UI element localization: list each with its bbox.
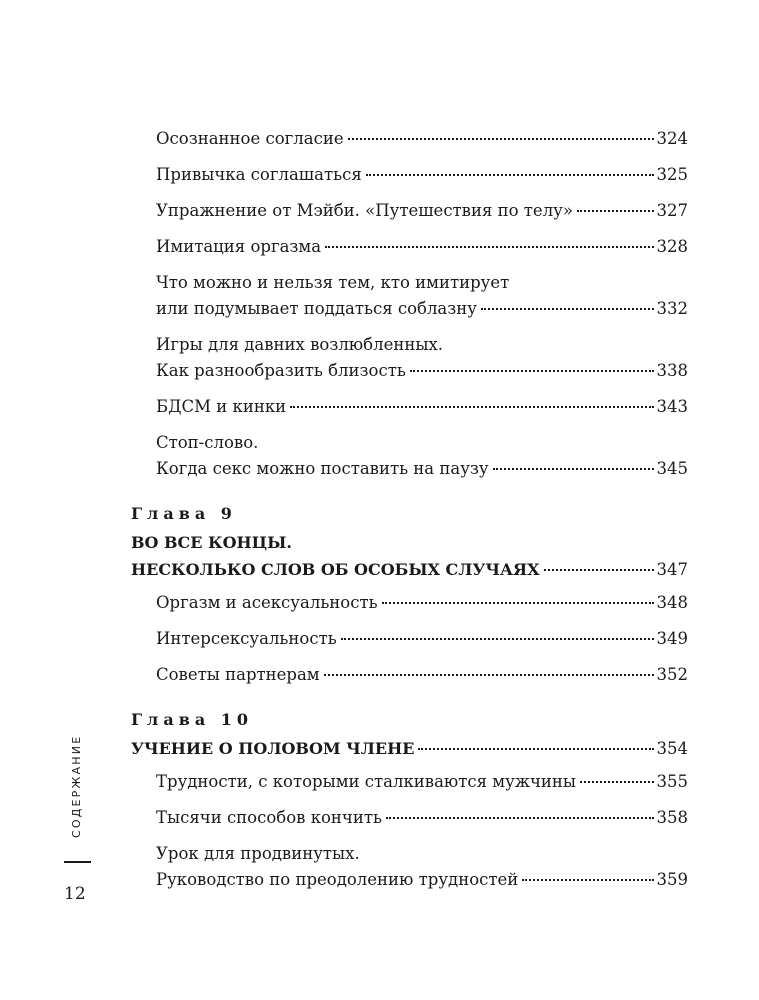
dot-leader: [418, 748, 653, 750]
dot-leader: [580, 781, 653, 783]
toc-entry[interactable]: [156, 162, 688, 188]
page-number: 12: [64, 884, 86, 904]
toc-entry-page: 345: [656, 459, 688, 478]
toc-entry-title: Упражнение от Мэйби. «Путешествия по телу»: [156, 201, 573, 220]
chapter-page: 347: [656, 560, 688, 579]
toc-entry-title: Руководство по преодолению трудностей: [156, 870, 519, 889]
chapter-title-entry[interactable]: [131, 735, 688, 762]
dot-leader: [341, 638, 654, 640]
toc-entry[interactable]: [156, 626, 688, 652]
toc-entry-title: Когда секс можно поставить на паузу: [156, 459, 489, 478]
toc-entry-title: Тысячи способов кончить: [156, 808, 382, 827]
dot-leader: [366, 174, 654, 176]
toc-entry-title-line: Стоп-слово.: [156, 433, 259, 452]
dot-leader: [325, 246, 653, 248]
dot-leader: [290, 406, 653, 408]
toc-entry-page: 355: [656, 772, 688, 791]
toc-entry[interactable]: [156, 126, 688, 152]
toc-entry-page: 343: [656, 397, 688, 416]
toc-entry[interactable]: [156, 394, 688, 420]
toc-entry-page: 352: [656, 665, 688, 684]
toc-entry-page: 325: [656, 165, 688, 184]
toc-entry-title: Как разнообразить близость: [156, 361, 406, 380]
toc-entry-title-line: Игры для давних возлюбленных.: [156, 335, 444, 354]
toc-entry[interactable]: [156, 841, 688, 893]
toc-entry[interactable]: [156, 332, 688, 384]
toc-entry-page: 338: [656, 361, 688, 380]
toc-entry-title-line: Урок для продвинутых.: [156, 844, 360, 863]
toc-entry[interactable]: [156, 662, 688, 688]
toc-entry[interactable]: [156, 769, 688, 795]
toc-entry-title: Оргазм и асексуальность: [156, 593, 378, 612]
toc-entry-title: Интерсексуальность: [156, 629, 337, 648]
chapter-label: Глава 10: [131, 710, 254, 729]
dot-leader: [382, 602, 654, 604]
dot-leader: [324, 674, 654, 676]
chapter-label: Глава 9: [131, 504, 237, 523]
dot-leader: [386, 817, 654, 819]
dot-leader: [577, 210, 654, 212]
toc-entry[interactable]: [156, 270, 688, 322]
toc-entry-title: Трудности, с которыми сталкиваются мужчины: [156, 772, 577, 791]
toc-entry-page: 327: [656, 201, 688, 220]
chapter-title-line[interactable]: ВО ВСЕ КОНЦЫ.: [131, 533, 292, 552]
chapter-title: УЧЕНИЕ О ПОЛОВОМ ЧЛЕНЕ: [131, 739, 415, 758]
toc-entry-page: 359: [656, 870, 688, 889]
toc-entry-title-line: Что можно и нельзя тем, кто имитирует: [156, 273, 510, 292]
dot-leader: [348, 138, 654, 140]
toc-entry-page: 358: [656, 808, 688, 827]
toc-entry-page: 324: [656, 129, 688, 148]
toc-entry-page: 349: [656, 629, 688, 648]
toc-entry-title: Имитация оргазма: [156, 237, 322, 256]
divider: [64, 861, 91, 863]
toc-entry[interactable]: [156, 234, 688, 260]
toc-entry-page: 332: [656, 299, 688, 318]
dot-leader: [544, 569, 654, 571]
chapter-title: НЕСКОЛЬКО СЛОВ ОБ ОСОБЫХ СЛУЧАЯХ: [131, 560, 540, 579]
toc-entry[interactable]: [156, 198, 688, 224]
table-of-contents: [131, 126, 688, 893]
chapter-page: 354: [656, 739, 688, 758]
toc-entry-page: 348: [656, 593, 688, 612]
chapter-10: [131, 708, 688, 893]
toc-entry[interactable]: [156, 430, 688, 482]
chapter-9: [131, 502, 688, 688]
toc-entry[interactable]: [156, 590, 688, 616]
toc-entry-page: 328: [656, 237, 688, 256]
toc-entry[interactable]: [156, 805, 688, 831]
toc-entry-title: Привычка соглашаться: [156, 165, 362, 184]
dot-leader: [481, 308, 654, 310]
toc-entry-title: Осознанное согласие: [156, 129, 344, 148]
toc-entry-title: БДСМ и кинки: [156, 397, 287, 416]
dot-leader: [493, 468, 654, 470]
section-label: СОДЕРЖАНИЕ: [70, 734, 83, 838]
toc-entry-title: или подумывает поддаться соблазну: [156, 299, 477, 318]
dot-leader: [410, 370, 654, 372]
dot-leader: [522, 879, 653, 881]
toc-entry-title: Советы партнерам: [156, 665, 320, 684]
chapter-title-entry[interactable]: [131, 556, 688, 583]
